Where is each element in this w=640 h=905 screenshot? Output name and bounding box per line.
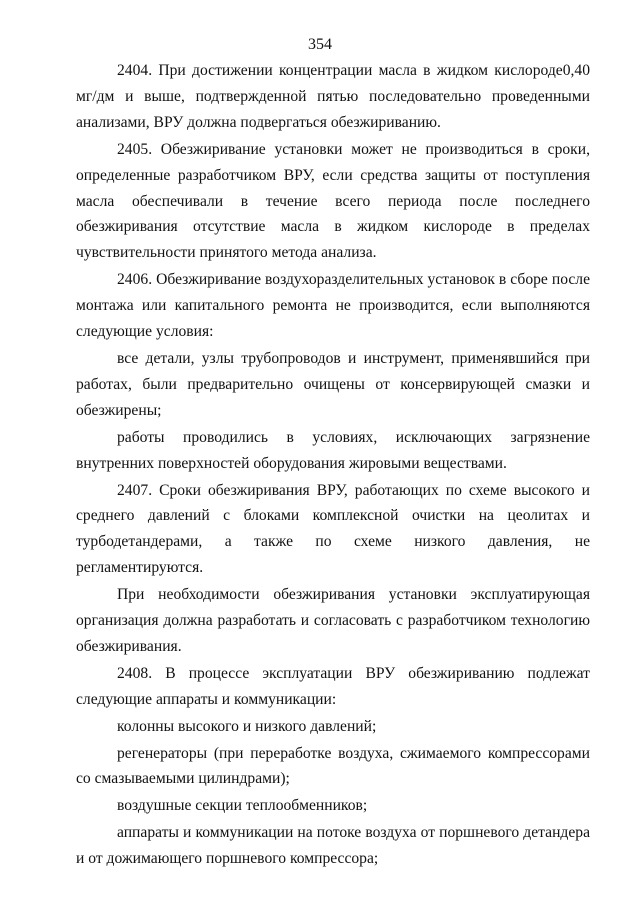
paragraph-2408-item-3: воздушные секции теплообменников; [117,797,368,815]
paragraph-2408: 2408. В процессе эксплуатации ВРУ обезжириванию подлежат следующие аппараты и коммуникации: [76,664,590,708]
paragraph-2406: 2406. Обезжиривание воздухоразделительных установок в сборе после монтажа или капитального ремонта не производится, если выполняются следующие условия: [76,271,590,341]
page-body [76,58,590,872]
paragraph-2408-item-1: колонны высокого и низкого давлений; [117,717,377,735]
page-number: 354 [308,36,332,53]
paragraph-2405: 2405. Обезжиривание установки может не производиться в сроки, определенные разработчиком ВРУ, если средства защиты от поступления масла обеспечивали в течение всего периода после последнего обезжиривания отсутствие масла в жидком кислороде в пределах чувствительности принятого метода анализа. [76,140,590,262]
paragraph-2406-condition-2: работы проводились в условиях, исключающих загрязнение внутренних поверхностей оборудования жировыми веществами. [76,428,590,472]
paragraph-2406-condition-1: все детали, узлы трубопроводов и инструмент, применявшийся при работах, были предварительно очищены от консервирующей смазки и обезжирены; [76,349,590,419]
paragraph-2408-item-2: регенераторы (при переработке воздуха, сжимаемого компрессорами со смазываемыми цилиндрами); [76,744,590,788]
paragraph-2404: 2404. При достижении концентрации масла в жидком кислороде0,40 мг/дм и выше, подтвержденной пятью последовательно проведенными анализами, ВРУ должна подвергаться обезжириванию. [76,62,590,131]
paragraph-2407: 2407. Сроки обезжиривания ВРУ, работающих по схеме высокого и среднего давлений с блоками комплексной очистки на цеолитах и турбодетандерами, а также по схеме низкого давления, не регламентируются. [76,481,590,577]
paragraph-2408-item-4: аппараты и коммуникации на потоке воздуха от поршневого детандера и от дожимающего поршневого компрессора; [76,824,590,868]
paragraph-2407-note: При необходимости обезжиривания установки эксплуатирующая организация должна разработать и согласовать с разработчиком технологию обезжиривания. [76,586,590,655]
